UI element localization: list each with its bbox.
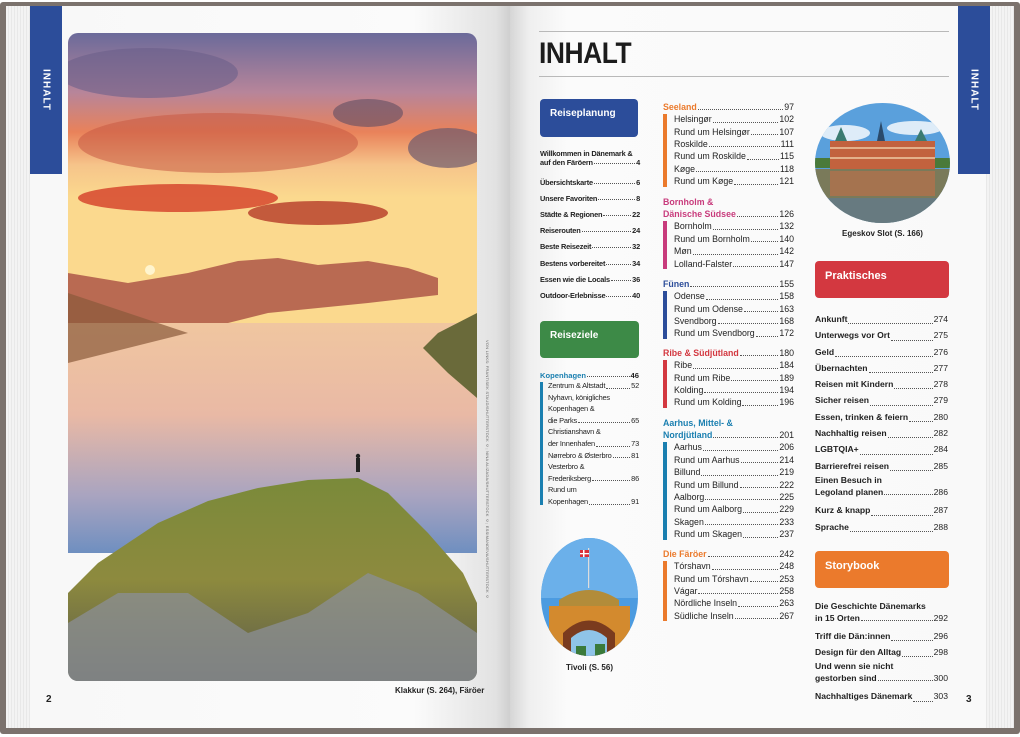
section-title: Praktisches <box>825 270 887 282</box>
toc-entry[interactable]: Rund um Køge 121 <box>674 176 794 187</box>
toc-entry[interactable]: Unsere Favoriten 8 <box>540 194 640 204</box>
toc-entry[interactable]: LGBTQIA+ 284 <box>815 444 948 455</box>
toc-entry[interactable]: Nachhaltig reisen 282 <box>815 428 948 439</box>
toc-entry[interactable]: Ribe 184 <box>674 360 794 371</box>
toc-storybook <box>815 600 948 705</box>
toc-entry[interactable]: Zentrum & Altstadt 52 <box>548 381 639 390</box>
toc-entry[interactable]: Beste Reisezeit 32 <box>540 242 640 252</box>
toc-entry[interactable]: Rund um Ribe 189 <box>674 372 794 383</box>
toc-entry[interactable]: Odense 158 <box>674 291 794 302</box>
heading-rule-top <box>539 31 949 32</box>
toc-entry[interactable]: Rund um Bornholm 140 <box>674 233 794 244</box>
section-title: Reiseplanung <box>550 108 616 119</box>
hero-photo-caption: Klakkur (S. 264), Färöer <box>395 686 485 695</box>
tivoli-caption: Tivoli (S. 56) <box>566 663 613 672</box>
page-stack-right <box>986 6 1014 728</box>
toc-region-kopenhagen <box>540 371 639 508</box>
toc-entry[interactable]: Städte & Regionen 22 <box>540 210 640 220</box>
toc-entry[interactable]: Geld 276 <box>815 346 948 357</box>
toc-entry[interactable]: Nachhaltiges Dänemark 303 <box>815 691 948 702</box>
toc-entry[interactable]: Rund um Aalborg 229 <box>674 504 794 515</box>
section-header-storybook <box>815 551 949 588</box>
toc-entry[interactable]: Rund um Kopenhagen 91 <box>548 485 639 506</box>
toc-reiseplanung <box>540 149 640 300</box>
toc-entry[interactable]: Svendborg 168 <box>674 316 794 327</box>
region-heading[interactable]: Fünen 155 <box>663 279 794 289</box>
toc-entry[interactable]: Møn 142 <box>674 246 794 257</box>
toc-entry[interactable]: Vesterbro & Frederiksberg 86 <box>548 462 639 483</box>
toc-entry[interactable]: Rund um Kolding 196 <box>674 397 794 408</box>
side-tab-left <box>30 6 62 174</box>
region-sub-list <box>663 441 794 540</box>
page-number-right: 3 <box>966 694 972 705</box>
toc-entry[interactable]: Reisen mit Kindern 278 <box>815 379 948 390</box>
toc-entry[interactable]: Kolding 194 <box>674 385 794 396</box>
region-color-bar <box>540 382 543 505</box>
toc-entry[interactable]: Willkommen in Dänemark & auf den Färöern 4 <box>540 149 640 167</box>
toc-entry[interactable]: Rund um Helsingør 107 <box>674 126 794 137</box>
toc-praktisches <box>815 311 948 535</box>
toc-entry[interactable]: Roskilde 111 <box>674 139 794 150</box>
toc-entry[interactable]: Barrierefrei reisen 285 <box>815 460 948 471</box>
region-color-bar <box>663 221 667 269</box>
toc-entry[interactable]: Rund um Skagen 237 <box>674 529 794 540</box>
egeskov-photo <box>815 103 950 223</box>
toc-entry[interactable]: Billund 219 <box>674 467 794 478</box>
side-tab-label: INHALT <box>40 69 52 111</box>
toc-entry[interactable]: Rund um Svendborg 172 <box>674 328 794 339</box>
toc-entry[interactable]: Nördliche Inseln 263 <box>674 598 794 609</box>
toc-entry[interactable]: Die Geschichte Dänemarks in 15 Orten 292 <box>815 601 948 623</box>
side-tab-right <box>958 6 990 174</box>
region-color-bar <box>663 114 667 186</box>
toc-entry[interactable]: Outdoor-Erlebnisse 40 <box>540 290 640 300</box>
region-color-bar <box>663 360 667 408</box>
tivoli-photo <box>541 538 638 656</box>
side-tab-label: INHALT <box>968 69 980 111</box>
toc-entry[interactable]: Einen Besuch in Legoland planen 286 <box>815 474 948 498</box>
toc-entry[interactable]: Design für den Alltag 298 <box>815 647 948 658</box>
toc-region-fuenen <box>663 278 794 340</box>
toc-entry[interactable]: Lolland-Falster 147 <box>674 258 794 269</box>
toc-entry[interactable]: Nørrebro & Østerbro 81 <box>548 450 639 460</box>
toc-entry[interactable]: Tórshavn 248 <box>674 561 794 572</box>
toc-entry[interactable]: Triff die Dän:innen 296 <box>815 631 948 641</box>
page-title: INHALT <box>539 37 632 70</box>
region-color-bar <box>663 442 667 539</box>
region-heading[interactable]: Ribe & Südjütland 180 <box>663 348 794 358</box>
toc-entry[interactable]: Rund um Billund 222 <box>674 479 794 490</box>
toc-entry[interactable]: Unterwegs vor Ort 275 <box>815 330 948 341</box>
toc-region-ribe <box>663 347 794 409</box>
toc-entry[interactable]: Sprache 288 <box>815 521 948 532</box>
toc-entry[interactable]: Rund um Odense 163 <box>674 303 794 314</box>
toc-entry[interactable]: Skagen 233 <box>674 516 794 527</box>
toc-entry[interactable]: Nyhavn, königliches Kopenhagen & die Parks 65 <box>548 392 639 425</box>
region-heading[interactable]: Bornholm & Dänische Südsee 126 <box>663 197 794 220</box>
toc-entry[interactable]: Aarhus 206 <box>674 442 794 453</box>
region-sub-list <box>540 380 639 508</box>
toc-entry[interactable]: Vágar 258 <box>674 586 794 597</box>
toc-entry[interactable]: Und wenn sie nicht gestorben sind 300 <box>815 661 948 684</box>
section-header-reiseziele <box>540 321 639 358</box>
region-heading[interactable]: Aarhus, Mittel- & Nordjütland 201 <box>663 418 794 441</box>
page-number-left: 2 <box>46 694 52 705</box>
region-sub-list <box>663 560 794 622</box>
photo-credit: VON LINKS: FRANTISEK STAUD/SHUTTERSTOCK ©; NINA ALIZADA/SHUTTERSTOCK ©; ESSIMANDEVA/SHUTTERSTOCK © <box>485 340 490 600</box>
toc-entry[interactable]: Südliche Inseln 267 <box>674 610 794 621</box>
toc-entry[interactable]: Übersichtskarte 6 <box>540 178 640 188</box>
heading-rule-bottom <box>539 76 949 77</box>
toc-region-seeland <box>663 101 794 188</box>
toc-entry[interactable]: Kurz & knapp 287 <box>815 505 948 516</box>
toc-region-faroer <box>663 548 794 622</box>
toc-entry[interactable]: Übernachten 277 <box>815 362 948 373</box>
toc-entry[interactable]: Essen wie die Locals 36 <box>540 274 640 284</box>
region-sub-list <box>663 220 794 270</box>
section-header-reiseplanung <box>540 99 638 137</box>
toc-entry[interactable]: Helsingør 102 <box>674 114 794 125</box>
region-heading[interactable]: Seeland 97 <box>663 102 794 112</box>
toc-entry[interactable]: Bornholm 132 <box>674 221 794 232</box>
region-heading[interactable]: Die Färöer 242 <box>663 549 794 559</box>
toc-entry[interactable]: Rund um Roskilde 115 <box>674 151 794 162</box>
toc-entry[interactable]: Christianshavn & der Innenhafen 73 <box>548 427 639 448</box>
toc-entry[interactable]: Reiserouten 24 <box>540 226 640 236</box>
toc-entry[interactable]: Rund um Tórshavn 253 <box>674 573 794 584</box>
section-header-praktisches <box>815 261 949 298</box>
egeskov-caption: Egeskov Slot (S. 166) <box>842 229 923 238</box>
region-heading[interactable]: Kopenhagen 46 <box>540 371 639 380</box>
section-title: Reiseziele <box>550 330 599 341</box>
region-sub-list <box>663 359 794 409</box>
region-color-bar <box>663 561 667 621</box>
toc-region-bornholm <box>663 196 794 270</box>
toc-entry[interactable]: Køge 118 <box>674 163 794 174</box>
toc-entry[interactable]: Rund um Aarhus 214 <box>674 454 794 465</box>
hero-photo-klakkur <box>68 33 477 681</box>
region-sub-list <box>663 113 794 187</box>
region-sub-list <box>663 290 794 340</box>
toc-entry[interactable]: Sicher reisen 279 <box>815 395 948 406</box>
section-title: Storybook <box>825 560 880 572</box>
toc-entry[interactable]: Essen, trinken & feiern 280 <box>815 411 948 422</box>
toc-region-aarhus <box>663 417 794 541</box>
toc-entry[interactable]: Aalborg 225 <box>674 492 794 503</box>
toc-entry[interactable]: Bestens vorbereitet 34 <box>540 258 640 268</box>
region-color-bar <box>663 291 667 339</box>
toc-entry[interactable]: Ankunft 274 <box>815 314 948 324</box>
